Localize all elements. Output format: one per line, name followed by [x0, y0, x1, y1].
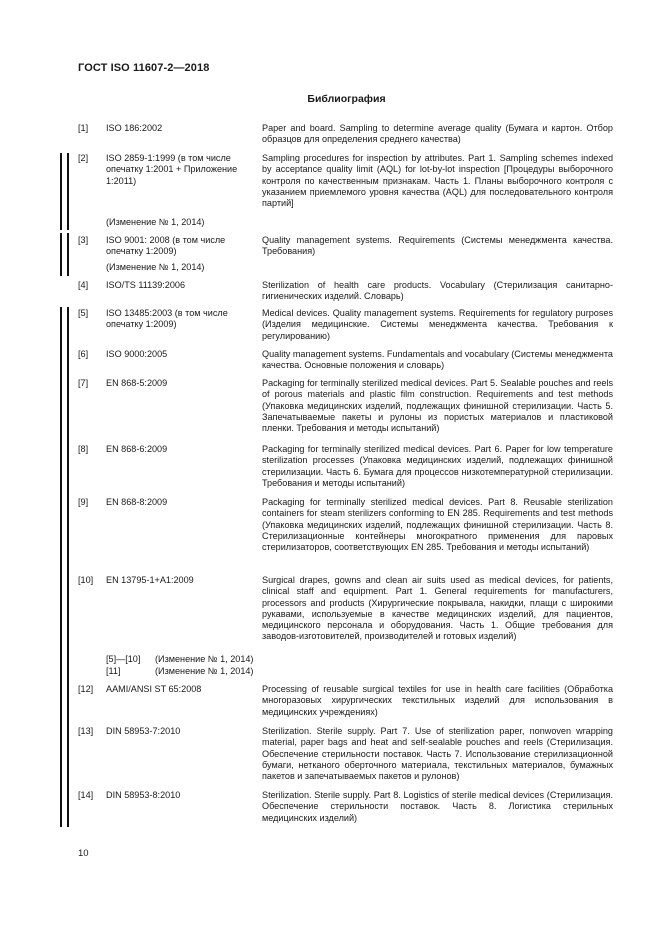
entry-standard: EN 868-6:2009: [106, 444, 168, 454]
entry-standard: EN 868-5:2009: [106, 378, 168, 388]
entry-description: Quality management systems. Requirements (Системы менеджмента качества. Требования): [262, 235, 613, 257]
entry-amendment: (Изменение № 1, 2014): [106, 217, 205, 227]
entry-description: Sampling procedures for inspection by attributes. Part 1. Sampling schemes indexed by acceptance quality limit (AQL) for lot-by-lot inspection [Процедуры выборочного контроля по качественным признакам. Часть 1. Планы выборочного контроля с указанием приемлемого уровня качества (AQL) для последовательного контроля партий]: [262, 153, 613, 209]
entry-description: Surgical drapes, gowns and clean air suits used as medical devices, for patients, clinical staff and equipment. Part 1. General requirements for manufacturers, processors and products (Хирургические покрывала, накидки, плащи с широкими рукавами, используемые в качестве медицинских изделий, для пациентов, медицинского персонала и оборудования. Часть 1. Общие требования для заводов-изготовителей, производителей и готовых изделий): [262, 575, 613, 642]
change-bar: [67, 233, 69, 276]
entry-standard: ISO 9000:2005: [106, 349, 168, 359]
amendment-note-ref: [5]—[10]: [106, 654, 141, 664]
entry-description: Packaging for terminally sterilized medical devices. Part 8. Reusable sterilization containers for steam sterilizers conforming to EN 285. Requirements and test methods (Упаковка медицинских изделий, подлежащих финишной стерилизации. Часть 8. Стерилизационные контейнеры многократного применения для паровых стерилизаторов, соответствующих EN 285. Требования и методы испытаний): [262, 497, 613, 553]
entry-standard: ISO 2859-1:1999 (в том числе опечатку 1:2001 + Приложение 1:2011): [106, 153, 238, 186]
amendment-note-text: (Изменение № 1, 2014): [155, 654, 254, 664]
entry-description: Processing of reusable surgical textiles for use in health care facilities (Обработка многоразовых хирургических текстильных изделий для использования в медицинских учреждениях): [262, 684, 613, 717]
entry-standard: ISO 13485:2003 (в том числе опечатку 1:2009): [106, 308, 228, 330]
entry-standard: AAMI/ANSI ST 65:2008: [106, 684, 202, 694]
entry-standard: ISO 9001: 2008 (в том числе опечатку 1:2009): [106, 235, 226, 257]
entry-description: Packaging for terminally sterilized medical devices. Part 6. Paper for low temperature sterilization processes (Упаковка медицинских изделий, подлежащих финишной стерилизации. Часть 6. Бумага для процессов низкотемпературной стерилизации. Требования и методы испытаний): [262, 444, 613, 488]
entry-number: [1]: [78, 123, 89, 133]
entry-description: Sterilization of health care products. Vocabulary (Стерилизация санитарно-гигиенических изделий. Словарь): [262, 280, 613, 302]
entry-number: [4]: [78, 280, 89, 290]
entry-standard: ISO/TS 11139:2006: [106, 280, 186, 290]
entry-description: Sterilization. Sterile supply. Part 8. Logistics of sterile medical devices (Стерилизация. Обеспечение стерильности поставок. Часть 8. Логистика стерильных медицинских изделий): [262, 790, 613, 823]
section-title: [0, 93, 661, 105]
entry-number: [12]: [78, 684, 94, 694]
section-title-text: Библиография: [307, 93, 386, 105]
entry-standard: ISO 186:2002: [106, 123, 163, 133]
amendment-note-text: (Изменение № 1, 2014): [155, 666, 254, 676]
entry-number: [9]: [78, 497, 89, 507]
entry-description: Quality management systems. Fundamentals and vocabulary (Системы менеджмента качества. Основные положения и словарь): [262, 349, 613, 371]
entry-number: [6]: [78, 349, 89, 359]
change-bar: [60, 233, 62, 276]
entry-standard: EN 868-8:2009: [106, 497, 168, 507]
entry-standard: DIN 58953-7:2010: [106, 726, 181, 736]
change-bar: [67, 153, 69, 230]
entry-amendment: (Изменение № 1, 2014): [106, 262, 205, 272]
page-number: 10: [78, 848, 89, 859]
document-header: ГОСТ ISO 11607-2—2018: [78, 62, 210, 74]
entry-standard: EN 13795-1+A1:2009: [106, 575, 194, 585]
entry-description: Medical devices. Quality management systems. Requirements for regulatory purposes (Изделия медицинские. Системы менеджмента качества. Требования к регулированию): [262, 308, 613, 341]
amendment-note-ref: [11]: [106, 666, 121, 676]
entry-number: [8]: [78, 444, 89, 454]
entry-standard: DIN 58953-8:2010: [106, 790, 181, 800]
entry-number: [3]: [78, 235, 89, 245]
entry-description: Packaging for terminally sterilized medical devices. Part 5. Sealable pouches and reels of porous materials and plastic film construction. Requirements and test methods (Упаковка медицинских изделий, подлежащих финишной стерилизации. Часть 5. Запечатываемые пакеты и рулоны из пористых материалов и пластиковой пленки. Требования и методы испытаний): [262, 378, 613, 434]
entry-number: [13]: [78, 726, 94, 736]
entry-number: [10]: [78, 575, 94, 585]
entry-description: Paper and board. Sampling to determine average quality (Бумага и картон. Отбор образцов для определения среднего качества): [262, 123, 613, 145]
entry-number: [14]: [78, 790, 94, 800]
entry-number: [5]: [78, 308, 89, 318]
entry-number: [2]: [78, 153, 89, 163]
change-bar: [60, 153, 62, 230]
entry-description: Sterilization. Sterile supply. Part 7. Use of sterilization paper, nonwoven wrapping material, paper bags and heat and self-sealable pouches and reels (Стерилизация. Обеспечение стерильности поставок. Часть 7. Использование стерилизационной бумаги, нетканого оберточного материала, текстильных материалов, бумажных пакетов и запечатываемых пакетов и рулонов): [262, 726, 613, 782]
change-bar: [67, 307, 69, 827]
entry-number: [7]: [78, 378, 89, 388]
change-bar: [60, 307, 62, 827]
